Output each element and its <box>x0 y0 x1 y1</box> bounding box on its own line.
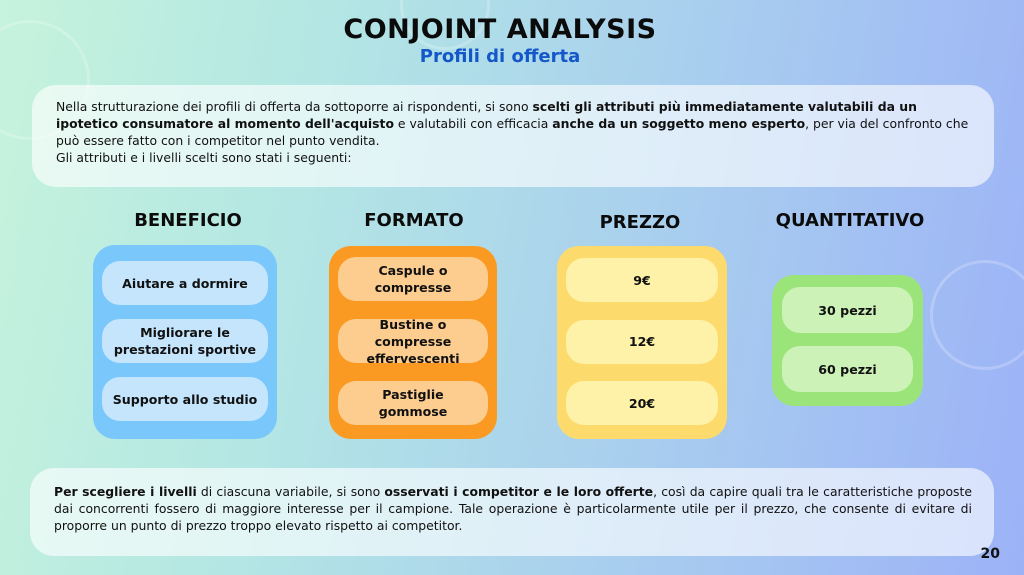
outro-bold: osservati i competitor e le loro offerte <box>384 484 654 499</box>
outro-paragraph <box>54 483 972 534</box>
intro-panel <box>32 85 994 187</box>
level-pill: Pastiglie gommose <box>338 381 488 425</box>
level-pill: Supporto allo studio <box>102 377 268 421</box>
intro-bold: anche da un soggetto meno esperto <box>552 116 806 131</box>
intro-text: , per via del confronto che può essere fatto con i competitor nel punto vendita. <box>56 116 969 148</box>
level-pill: 60 pezzi <box>782 346 913 392</box>
level-pill: Bustine o compresse effervescenti <box>338 319 488 363</box>
attribute-title-formato: FORMATO <box>364 210 464 231</box>
level-pill: 30 pezzi <box>782 287 913 333</box>
slide-title: CONJOINT ANALYSIS <box>343 14 657 45</box>
intro-text: Nella strutturazione dei profili di offerta da sottoporre ai rispondenti, si sono <box>56 99 533 114</box>
outro-text: di ciascuna variabile, si sono <box>196 484 385 499</box>
prezzo-card <box>557 246 727 439</box>
attribute-title-prezzo: PREZZO <box>599 212 681 233</box>
level-pill: 9€ <box>566 258 718 302</box>
level-pill: Migliorare le prestazioni sportive <box>102 319 268 363</box>
attribute-title-quantitativo: QUANTITATIVO <box>775 210 925 231</box>
outro-panel <box>30 468 994 556</box>
background-decoration <box>930 260 1024 370</box>
level-pill: 20€ <box>566 381 718 425</box>
level-pill: Aiutare a dormire <box>102 261 268 305</box>
level-pill: 12€ <box>566 320 718 364</box>
level-pill: Caspule o compresse <box>338 257 488 301</box>
intro-paragraph <box>56 98 972 149</box>
formato-card <box>329 246 497 439</box>
slide-subtitle: Profili di offerta <box>419 46 581 67</box>
page-number: 20 <box>980 546 1000 562</box>
intro-text: e valutabili con efficacia <box>393 116 553 131</box>
intro-bold: scelti gli attributi più immediatamente valutabili da un ipotetico consumatore al momento dell'acquisto <box>56 99 917 131</box>
outro-text: , così da capire quali tra le caratteristiche proposte dai concorrenti fossero di maggiore interesse per il campione. Tale operazione è particolarmente utile per il prezzo, che consente di evitare di proporre un punto di prezzo troppo elevato rispetto ai competitor. <box>54 484 972 533</box>
intro-line: Gli attributi e i livelli scelti sono stati i seguenti: <box>56 150 352 165</box>
outro-bold: Per scegliere i livelli <box>54 484 197 499</box>
beneficio-card <box>93 245 277 439</box>
attribute-title-beneficio: BENEFICIO <box>134 210 242 231</box>
quantitativo-card <box>772 275 923 406</box>
